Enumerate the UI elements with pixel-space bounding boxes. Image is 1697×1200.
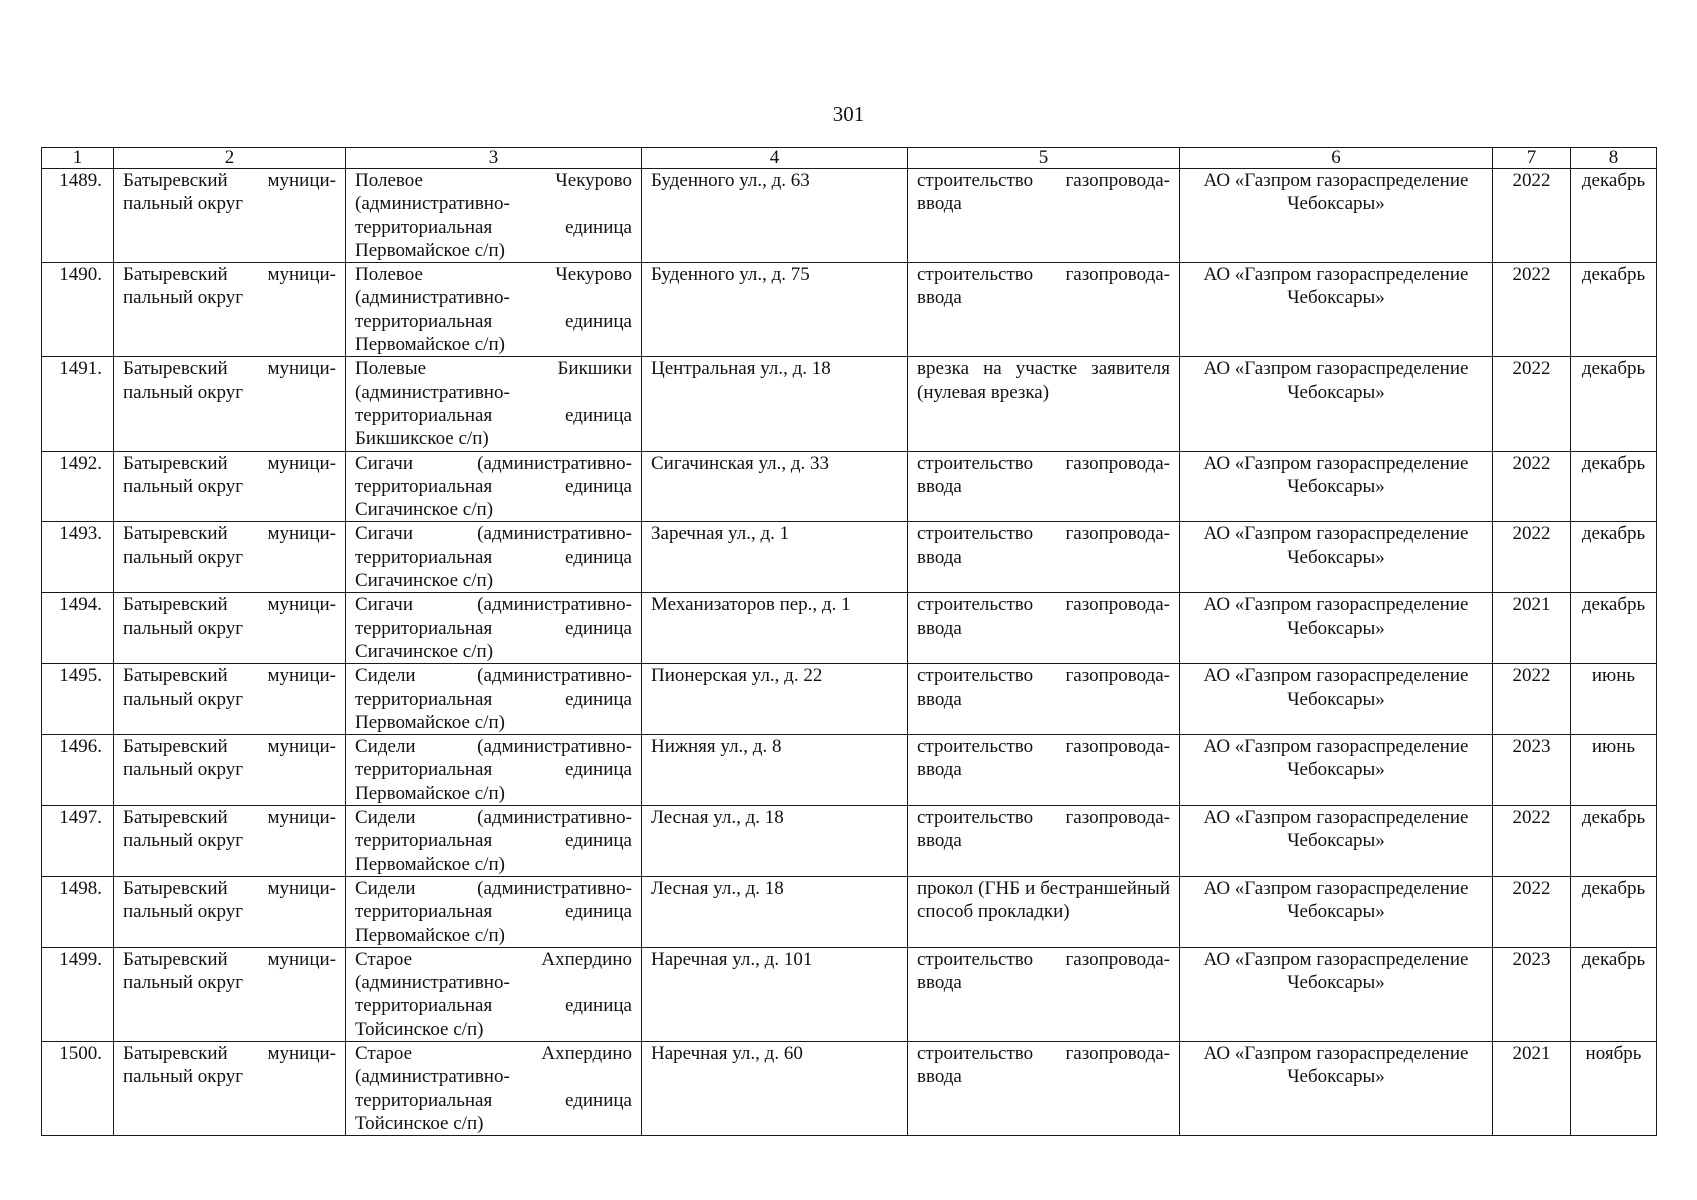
address-cell: Нижняя ул., д. 8 — [642, 735, 908, 806]
row-number-cell: 1489. — [42, 169, 114, 263]
organization-cell: АО «Газпром газораспределение Чебоксары» — [1180, 735, 1493, 806]
settlement-cell: Сидели (административно-территориальная единица Первомайское с/п) — [346, 806, 642, 877]
work-type-cell: врезка на участке заявителя (нулевая врезка) — [908, 357, 1180, 451]
organization-cell: АО «Газпром газораспределение Чебоксары» — [1180, 947, 1493, 1041]
address-cell: Наречная ул., д. 101 — [642, 947, 908, 1041]
work-type-cell: строительство газопровода-ввода — [908, 263, 1180, 357]
year-cell: 2021 — [1493, 1041, 1571, 1135]
month-cell: декабрь — [1571, 263, 1657, 357]
year-cell: 2023 — [1493, 947, 1571, 1041]
district-cell: Батыревский муници-пальный округ — [114, 357, 346, 451]
month-cell: декабрь — [1571, 451, 1657, 522]
address-cell: Пионерская ул., д. 22 — [642, 664, 908, 735]
organization-cell: АО «Газпром газораспределение Чебоксары» — [1180, 806, 1493, 877]
year-cell: 2022 — [1493, 664, 1571, 735]
row-number-cell: 1496. — [42, 735, 114, 806]
work-type-cell: строительство газопровода-ввода — [908, 1041, 1180, 1135]
district-cell: Батыревский муници-пальный округ — [114, 451, 346, 522]
work-type-cell: строительство газопровода-ввода — [908, 451, 1180, 522]
table-header-row — [42, 148, 1657, 169]
settlement-cell: Сидели (административно-территориальная единица Первомайское с/п) — [346, 735, 642, 806]
work-type-cell: строительство газопровода-ввода — [908, 593, 1180, 664]
district-cell: Батыревский муници-пальный округ — [114, 876, 346, 947]
column-header-2: 2 — [114, 148, 346, 169]
column-header-1: 1 — [42, 148, 114, 169]
table-row — [42, 876, 1657, 947]
district-cell: Батыревский муници-пальный округ — [114, 947, 346, 1041]
work-type-cell: строительство газопровода-ввода — [908, 806, 1180, 877]
table-row — [42, 263, 1657, 357]
row-number-cell: 1494. — [42, 593, 114, 664]
row-number-cell: 1499. — [42, 947, 114, 1041]
month-cell: декабрь — [1571, 593, 1657, 664]
column-header-8: 8 — [1571, 148, 1657, 169]
table-row — [42, 522, 1657, 593]
work-type-cell: строительство газопровода-ввода — [908, 947, 1180, 1041]
settlement-cell: Сигачи (административно-территориальная единица Сигачинское с/п) — [346, 451, 642, 522]
table-row — [42, 1041, 1657, 1135]
settlement-cell: Полевое Чекурово (административно-территориальная единица Первомайское с/п) — [346, 263, 642, 357]
table-row — [42, 169, 1657, 263]
organization-cell: АО «Газпром газораспределение Чебоксары» — [1180, 451, 1493, 522]
organization-cell: АО «Газпром газораспределение Чебоксары» — [1180, 169, 1493, 263]
row-number-cell: 1492. — [42, 451, 114, 522]
column-header-7: 7 — [1493, 148, 1571, 169]
organization-cell: АО «Газпром газораспределение Чебоксары» — [1180, 1041, 1493, 1135]
district-cell: Батыревский муници-пальный округ — [114, 522, 346, 593]
table-body — [42, 169, 1657, 1136]
row-number-cell: 1493. — [42, 522, 114, 593]
address-cell: Буденного ул., д. 63 — [642, 169, 908, 263]
work-type-cell: строительство газопровода-ввода — [908, 522, 1180, 593]
month-cell: июнь — [1571, 735, 1657, 806]
settlement-cell: Сигачи (административно-территориальная единица Сигачинское с/п) — [346, 522, 642, 593]
district-cell: Батыревский муници-пальный округ — [114, 806, 346, 877]
column-header-6: 6 — [1180, 148, 1493, 169]
district-cell: Батыревский муници-пальный округ — [114, 263, 346, 357]
district-cell: Батыревский муници-пальный округ — [114, 169, 346, 263]
year-cell: 2022 — [1493, 806, 1571, 877]
page-number: 301 — [832, 102, 865, 126]
table-row — [42, 947, 1657, 1041]
address-cell: Буденного ул., д. 75 — [642, 263, 908, 357]
work-type-cell: строительство газопровода-ввода — [908, 664, 1180, 735]
address-cell: Лесная ул., д. 18 — [642, 876, 908, 947]
month-cell: декабрь — [1571, 876, 1657, 947]
row-number-cell: 1500. — [42, 1041, 114, 1135]
address-cell: Лесная ул., д. 18 — [642, 806, 908, 877]
table-row — [42, 357, 1657, 451]
settlement-cell: Сидели (административно-территориальная единица Первомайское с/п) — [346, 664, 642, 735]
organization-cell: АО «Газпром газораспределение Чебоксары» — [1180, 876, 1493, 947]
table-row — [42, 593, 1657, 664]
table-row — [42, 451, 1657, 522]
table-row — [42, 806, 1657, 877]
district-cell: Батыревский муници-пальный округ — [114, 735, 346, 806]
address-cell: Наречная ул., д. 60 — [642, 1041, 908, 1135]
settlement-cell: Сидели (административно-территориальная единица Первомайское с/п) — [346, 876, 642, 947]
year-cell: 2022 — [1493, 169, 1571, 263]
month-cell: декабрь — [1571, 357, 1657, 451]
year-cell: 2021 — [1493, 593, 1571, 664]
year-cell: 2022 — [1493, 876, 1571, 947]
year-cell: 2023 — [1493, 735, 1571, 806]
month-cell: декабрь — [1571, 806, 1657, 877]
infrastructure-table — [41, 147, 1657, 1136]
row-number-cell: 1491. — [42, 357, 114, 451]
row-number-cell: 1495. — [42, 664, 114, 735]
row-number-cell: 1498. — [42, 876, 114, 947]
settlement-cell: Сигачи (административно-территориальная единица Сигачинское с/п) — [346, 593, 642, 664]
work-type-cell: строительство газопровода-ввода — [908, 735, 1180, 806]
settlement-cell: Полевые Бикшики (административно-территориальная единица Бикшикское с/п) — [346, 357, 642, 451]
organization-cell: АО «Газпром газораспределение Чебоксары» — [1180, 263, 1493, 357]
column-header-5: 5 — [908, 148, 1180, 169]
table-row — [42, 664, 1657, 735]
work-type-cell: строительство газопровода-ввода — [908, 169, 1180, 263]
settlement-cell: Старое Ахпердино (административно-территориальная единица Тойсинское с/п) — [346, 1041, 642, 1135]
column-header-4: 4 — [642, 148, 908, 169]
district-cell: Батыревский муници-пальный округ — [114, 664, 346, 735]
organization-cell: АО «Газпром газораспределение Чебоксары» — [1180, 522, 1493, 593]
work-type-cell: прокол (ГНБ и бестраншейный способ прокладки) — [908, 876, 1180, 947]
year-cell: 2022 — [1493, 451, 1571, 522]
organization-cell: АО «Газпром газораспределение Чебоксары» — [1180, 593, 1493, 664]
month-cell: ноябрь — [1571, 1041, 1657, 1135]
address-cell: Заречная ул., д. 1 — [642, 522, 908, 593]
year-cell: 2022 — [1493, 263, 1571, 357]
year-cell: 2022 — [1493, 357, 1571, 451]
organization-cell: АО «Газпром газораспределение Чебоксары» — [1180, 664, 1493, 735]
district-cell: Батыревский муници-пальный округ — [114, 1041, 346, 1135]
settlement-cell: Старое Ахпердино (административно-территориальная единица Тойсинское с/п) — [346, 947, 642, 1041]
organization-cell: АО «Газпром газораспределение Чебоксары» — [1180, 357, 1493, 451]
month-cell: декабрь — [1571, 947, 1657, 1041]
row-number-cell: 1490. — [42, 263, 114, 357]
month-cell: декабрь — [1571, 522, 1657, 593]
address-cell: Механизаторов пер., д. 1 — [642, 593, 908, 664]
row-number-cell: 1497. — [42, 806, 114, 877]
settlement-cell: Полевое Чекурово (административно-территориальная единица Первомайское с/п) — [346, 169, 642, 263]
column-header-3: 3 — [346, 148, 642, 169]
table-row — [42, 735, 1657, 806]
district-cell: Батыревский муници-пальный округ — [114, 593, 346, 664]
address-cell: Центральная ул., д. 18 — [642, 357, 908, 451]
month-cell: июнь — [1571, 664, 1657, 735]
year-cell: 2022 — [1493, 522, 1571, 593]
month-cell: декабрь — [1571, 169, 1657, 263]
address-cell: Сигачинская ул., д. 33 — [642, 451, 908, 522]
